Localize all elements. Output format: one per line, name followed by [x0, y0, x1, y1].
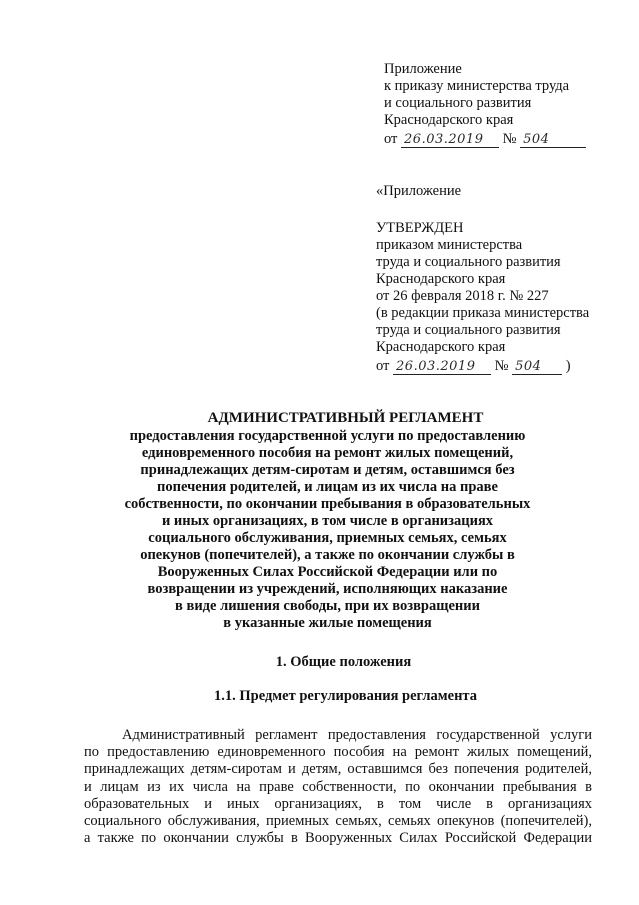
approved-line: труда и социального развития: [376, 254, 561, 270]
appendix-label: Приложение: [384, 61, 462, 77]
closing-paren: ): [565, 358, 571, 374]
document-title: АДМИНИСТРАТИВНЫЙ РЕГЛАМЕНТ: [207, 410, 484, 426]
body-paragraph: [84, 727, 592, 847]
handwritten-date: 26.03.2019: [393, 360, 491, 375]
handwritten-number: 504: [520, 133, 586, 148]
appendix-to-order: к приказу министерства труда: [384, 78, 570, 94]
subtitle-line: принадлежащих детям-сиротам и детям, оставшимся без: [140, 462, 515, 478]
number-sign: №: [494, 358, 509, 374]
appendix-date-line: [384, 131, 586, 148]
subtitle-line: и иных организациях, в том числе в организациях: [161, 513, 494, 529]
number-sign: №: [502, 131, 517, 147]
appendix-quote: «Приложение: [376, 183, 462, 199]
subtitle-line: социального обслуживания, приемных семьях, семьях: [148, 530, 507, 546]
approved-date-line: [376, 358, 571, 375]
approved-line: Краснодарского края: [376, 271, 506, 287]
subtitle-line: попечения родителей, и лицам из их числа на праве: [157, 479, 498, 495]
approved-line: (в редакции приказа министерства: [376, 305, 590, 321]
subtitle-line: в указанные жилые помещения: [223, 615, 432, 631]
paragraph-line: по предоставлению единовременного пособия на ремонт жилых помещений,: [84, 744, 592, 761]
date-prefix: от: [384, 131, 398, 147]
approved-caps: УТВЕРЖДЕН: [376, 220, 464, 236]
paragraph-line: а также по окончании службы в Вооруженных Силах Российской Федерации: [84, 830, 592, 847]
subtitle-line: собственности, по окончании пребывания в образовательных: [124, 496, 531, 512]
approved-line: приказом министерства: [376, 237, 523, 253]
document-subtitle: [8, 428, 639, 632]
handwritten-number: 504: [512, 360, 562, 375]
date-prefix: от: [376, 358, 390, 374]
appendix-ministry: и социального развития: [384, 95, 532, 111]
subtitle-line: единовременного пособия на ремонт жилых помещений,: [141, 445, 514, 461]
subtitle-line: опекунов (попечителей), а также по окончании службы в: [140, 547, 515, 563]
subtitle-line: возвращении из учреждений, исполняющих наказание: [147, 581, 508, 597]
paragraph-line: социального обслуживания, приемных семьях, семьях опекунов (попечителей),: [84, 813, 592, 830]
approved-line: от 26 февраля 2018 г. № 227: [376, 288, 549, 304]
section-heading: 1. Общие положения: [275, 654, 412, 670]
subtitle-line: Вооруженных Силах Российской Федерации или по: [157, 564, 498, 580]
appendix-region: Краснодарского края: [384, 112, 514, 128]
subtitle-line: предоставления государственной услуги по предоставлению: [129, 428, 526, 444]
subsection-heading: 1.1. Предмет регулирования регламента: [214, 688, 477, 704]
approved-line: Краснодарского края: [376, 339, 506, 355]
paragraph-line: принадлежащих детям-сиротам и детям, оставшимся без попечения родителей,: [84, 761, 592, 778]
approved-line: труда и социального развития: [376, 322, 561, 338]
paragraph-line: и лицам из их числа на праве собственности, по окончании пребывания в: [84, 778, 592, 795]
subtitle-line: в виде лишения свободы, при их возвращении: [175, 598, 480, 614]
handwritten-date: 26.03.2019: [401, 133, 499, 148]
paragraph-line: Административный регламент предоставления государственной услуги: [122, 727, 592, 743]
paragraph-line: образовательных и иных организациях, в том числе в организациях: [84, 795, 592, 812]
